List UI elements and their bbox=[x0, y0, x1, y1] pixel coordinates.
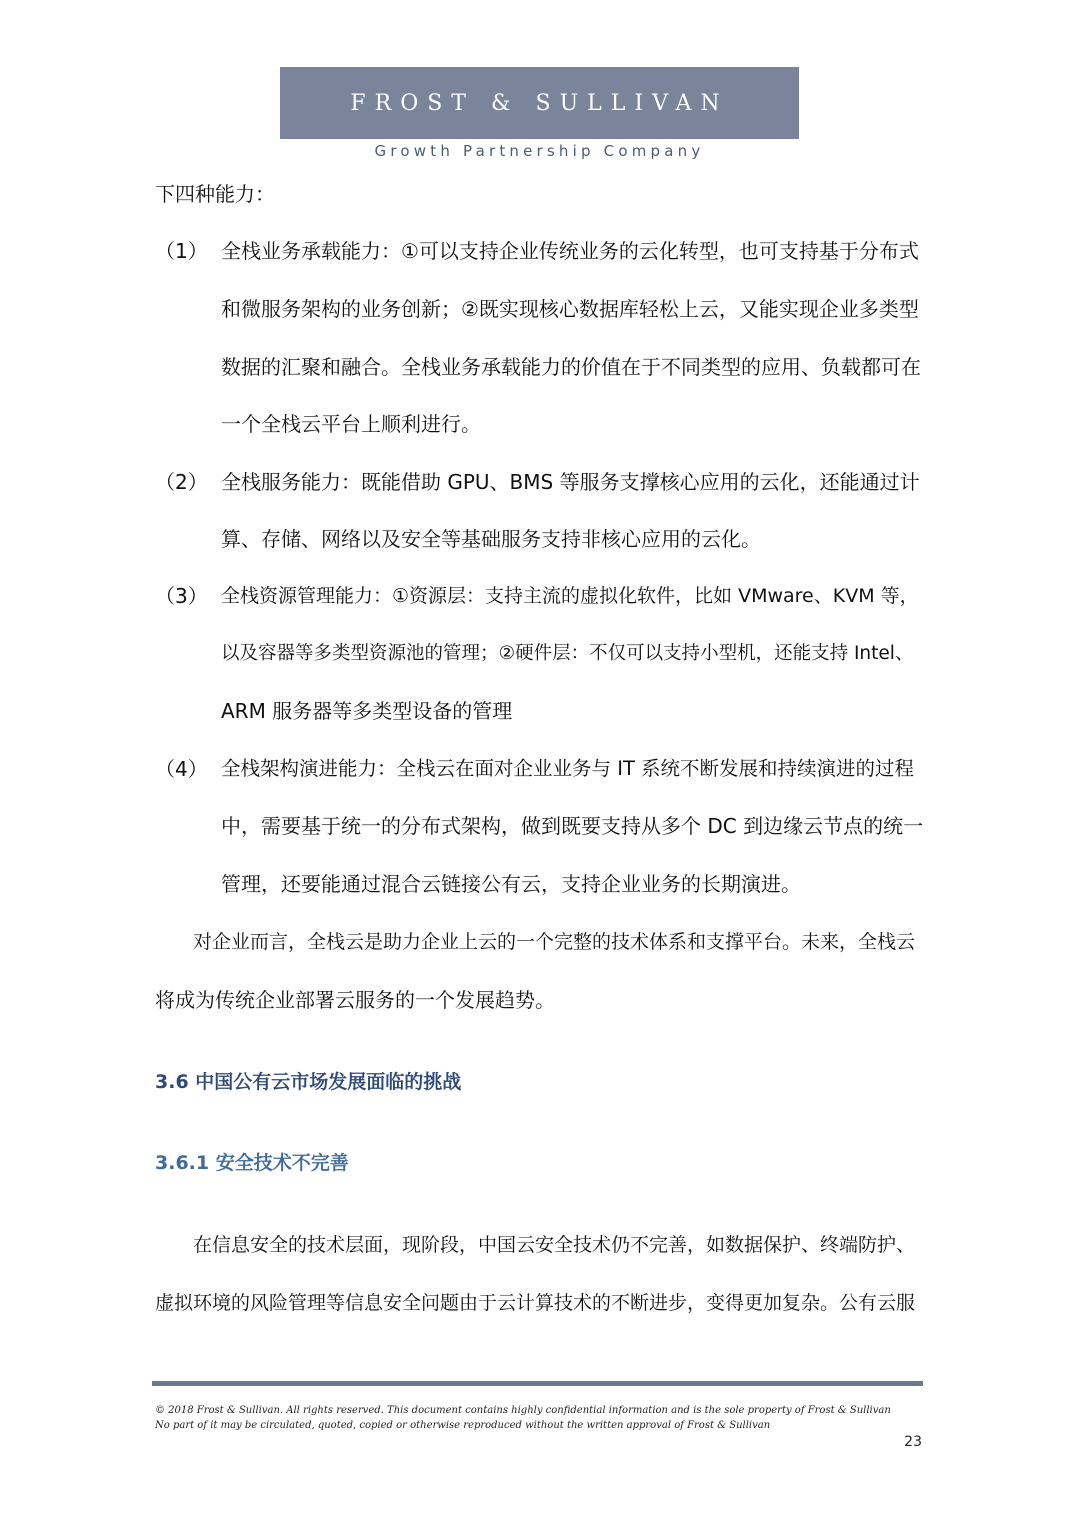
logo-text: FROST & SULLIVAN bbox=[350, 90, 729, 116]
footer-copyright-line-1: © 2018 Frost & Sullivan. All rights reserved. This document contains highly confidential information and is the sole property of Frost & Sullivan bbox=[155, 1405, 891, 1416]
footer-rule bbox=[152, 1381, 923, 1386]
page-number: 23 bbox=[904, 1434, 922, 1450]
item-4-line-2: 中，需要基于统一的分布式架构，做到既要支持从多个 DC 到边缘云节点的统一 bbox=[221, 814, 924, 838]
item-4-line-1: 全栈架构演进能力：全栈云在面对企业业务与 IT 系统不断发展和持续演进的过程 bbox=[221, 757, 915, 780]
conclusion-line-1: 对企业而言，全栈云是助力企业上云的一个完整的技术体系和支撑平台。未来，全栈云 bbox=[193, 931, 916, 953]
intro-text: 下四种能力： bbox=[155, 182, 275, 206]
section-heading: 3.6 中国公有云市场发展面临的挑战 bbox=[155, 1071, 462, 1093]
item-3-line-2: 以及容器等多类型资源池的管理；②硬件层：不仅可以支持小型机，还能支持 Intel、 bbox=[221, 643, 914, 664]
footer-copyright-line-2: No part of it may be circulated, quoted, copied or otherwise reproduced without the written approval of Frost & Sullivan bbox=[155, 1420, 771, 1431]
item-4-line-3: 管理，还要能通过混合云链接公有云，支持企业业务的长期演进。 bbox=[221, 872, 801, 896]
item-1-line-1: 全栈业务承载能力：①可以支持企业传统业务的云化转型，也可支持基于分布式 bbox=[221, 239, 919, 263]
item-1-number: （1） bbox=[155, 239, 208, 263]
logo-tagline: Growth Partnership Company bbox=[374, 142, 705, 160]
item-1-line-3: 数据的汇聚和融合。全栈业务承载能力的价值在于不同类型的应用、负载都可在 bbox=[221, 355, 921, 379]
item-1-line-4: 一个全栈云平台上顺利进行。 bbox=[221, 412, 481, 436]
logo-banner bbox=[280, 67, 799, 139]
item-4-number: （4） bbox=[155, 757, 208, 781]
item-3-number: （3） bbox=[155, 584, 208, 608]
item-3-line-1: 全栈资源管理能力：①资源层：支持主流的虚拟化软件，比如 VMware、KVM 等， bbox=[221, 585, 919, 607]
item-2-line-1: 全栈服务能力：既能借助 GPU、BMS 等服务支撑核心应用的云化，还能通过计 bbox=[221, 470, 920, 494]
item-2-number: （2） bbox=[155, 470, 208, 494]
item-2-line-2: 算、存储、网络以及安全等基础服务支持非核心应用的云化。 bbox=[221, 527, 761, 551]
security-line-2: 虚拟环境的风险管理等信息安全问题由于云计算技术的不断进步，变得更加复杂。公有云服 bbox=[155, 1292, 916, 1314]
conclusion-line-2: 将成为传统企业部署云服务的一个发展趋势。 bbox=[155, 988, 555, 1012]
item-3-line-3: ARM 服务器等多类型设备的管理 bbox=[221, 699, 513, 723]
item-1-line-2: 和微服务架构的业务创新；②既实现核心数据库轻松上云，又能实现企业多类型 bbox=[221, 297, 919, 321]
security-line-1: 在信息安全的技术层面，现阶段，中国云安全技术仍不完善，如数据保护、终端防护、 bbox=[193, 1234, 916, 1256]
subsection-heading: 3.6.1 安全技术不完善 bbox=[155, 1152, 349, 1174]
